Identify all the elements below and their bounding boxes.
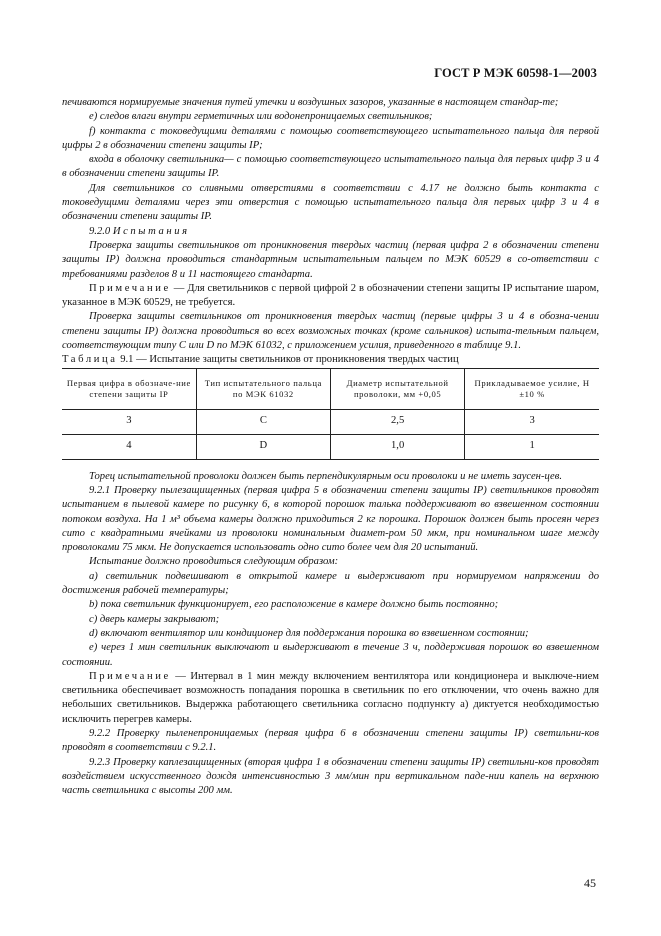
note-label: Примечание: [89, 282, 171, 294]
list-item: е) через 1 мин светильник выключают и выдерживают в течение 3 ч, поддерживая порошок во взвешенном состоянии.: [62, 642, 599, 668]
column-header: Прикладываемое усилие, Н ±10 %: [465, 368, 599, 409]
note-text: — Для светильников с первой цифрой 2 в обозначении степени защиты IP испытание шаром, указанное в МЭК 60529, не требуется.: [62, 282, 599, 309]
paragraph: входа в оболочку светильника— с помощью соответствующего испытательного пальца для первых цифр 3 и 4 в обозначении степени защиты IP.: [62, 154, 599, 180]
table-caption: [62, 353, 599, 367]
table-cell: 3: [465, 409, 599, 434]
list-item: а) светильник подвешивают в открытой камере и выдерживают при нормируемом напряжении до достижения рабочей температуры;: [62, 570, 599, 597]
paragraph: Проверка защиты светильников от проникновения твердых частиц (первая цифра 2 в обозначении степени защиты IP) должна проводиться стандартным испытательным пальцем по МЭК 60529 в со-ответствии с требованиями разделов 8 и 11 настоящего стандарта.: [62, 239, 599, 280]
table-cell: 1,0: [331, 434, 465, 459]
column-header: Первая цифра в обозначе-ние степени защиты IP: [62, 368, 196, 409]
table-cell: 1: [465, 434, 599, 459]
paragraph: Проверка защиты светильников от проникновения твердых частиц (первые цифры 3 и 4 в обозна-чении степени защиты IP) должна проводиться во всех возможных точках (кроме сальников) испыта-тельным пальцем, соответствующим типу С или D по МЭК 61032, с приложением усилия, приведенного в таблице 9.1.: [62, 311, 599, 352]
section-title: Испытания: [112, 225, 190, 237]
list-item: b) пока светильник функционирует, его расположение в камере должно быть постоянно;: [89, 599, 499, 611]
table-cell: 4: [62, 434, 196, 459]
table-header-row: [62, 368, 599, 409]
section-heading-9-2-0: [62, 225, 599, 239]
note: [62, 670, 599, 727]
page-content: [62, 96, 599, 798]
note-label: Примечание: [89, 670, 171, 682]
data-table: [62, 368, 599, 460]
column-header: Тип испытательного пальца по МЭК 61032: [196, 368, 330, 409]
table-cell: 2,5: [331, 409, 465, 434]
list-item: d) включают вентилятор или кондиционер для поддержания порошка во взвешенном состоянии;: [89, 627, 529, 639]
table-row: [62, 409, 599, 434]
paragraph: 9.2.2 Проверку пыленепроницаемых (первая цифра 6 в обозначении степени защиты IP) светильни-ков проводят в соответствии с 9.2.1.: [62, 727, 599, 754]
table-caption-label: Таблица: [62, 354, 118, 366]
table-cell: 3: [62, 409, 196, 434]
page-number: 45: [584, 876, 596, 890]
paragraph: Испытание должно проводиться следующим образом:: [89, 556, 339, 568]
note: [62, 282, 599, 311]
paragraph: 9.2.3 Проверку каплезащищенных (вторая цифра 1 в обозначении степени защиты IP) светильни-ков проводят воздействием искусственного дождя интенсивностью 3 мм/мин при вертикальном паде-нии капель на верхнюю часть светильника с высоты 200 мм.: [62, 756, 599, 797]
table-caption-text: 9.1 — Испытание защиты светильников от проникновения твердых частиц: [117, 354, 459, 366]
table-cell: D: [196, 434, 330, 459]
list-item: с) дверь камеры закрывают;: [89, 613, 220, 625]
paragraph: печиваются нормируемые значения путей утечки и воздушных зазоров, указанные в настоящем стандар-те;: [62, 97, 559, 108]
table-row: [62, 434, 599, 459]
section-number: 9.2.0: [89, 225, 111, 237]
paragraph: Для светильников со сливными отверстиями в соответствии с 4.17 не должно быть контакта с токоведущими деталями через эти отверстия с помощью испытательного пальца для первых цифр 3 и 4 в обозначении степени защиты IP.: [62, 182, 599, 223]
note-text: — Интервал в 1 мин между включением вентилятора или кондиционера и выключе-нием светильника обеспечивает возможность попадания порошка в светильник по его отключении, что очень важно для небольших светильников. Выдержка работающего светильника согласно подпункту а) диктуется необходимостью исключить перегрев камеры.: [62, 670, 599, 725]
paragraph: е) следов влаги внутри герметичных или водонепроницаемых светильников;: [89, 111, 433, 123]
paragraph: f) контакта с токоведущими деталями с помощью соответствующего испытательного пальца для первой цифры 2 в обозначении степени защиты IP;: [62, 125, 599, 151]
table-cell: С: [196, 409, 330, 434]
paragraph: Торец испытательной проволоки должен быть перпендикулярным оси проволоки и не иметь заусен-цев.: [89, 470, 562, 482]
document-header: ГОСТ Р МЭК 60598-1—2003: [434, 66, 597, 80]
paragraph: 9.2.1 Проверку пылезащищенных (первая цифра 5 в обозначении степени защиты IP) светильников проводят испытанием в пылевой камере по рисунку 6, в которой порошок талька поддерживают во взвешенном состоянии потоком воздуха. На 1 м³ объема камеры должно приходиться 2 кг порошка. Порошок должен быть просеян через сито с квадратными ячейками из проволоки номинальным диамет-ром 50 мкм, при номинальном шаге между проволоками 75 мкм. Не допускается использовать одно сито более чем для 20 испытаний.: [62, 484, 599, 554]
column-header: Диаметр испытательной проволоки, мм +0,05: [331, 368, 465, 409]
